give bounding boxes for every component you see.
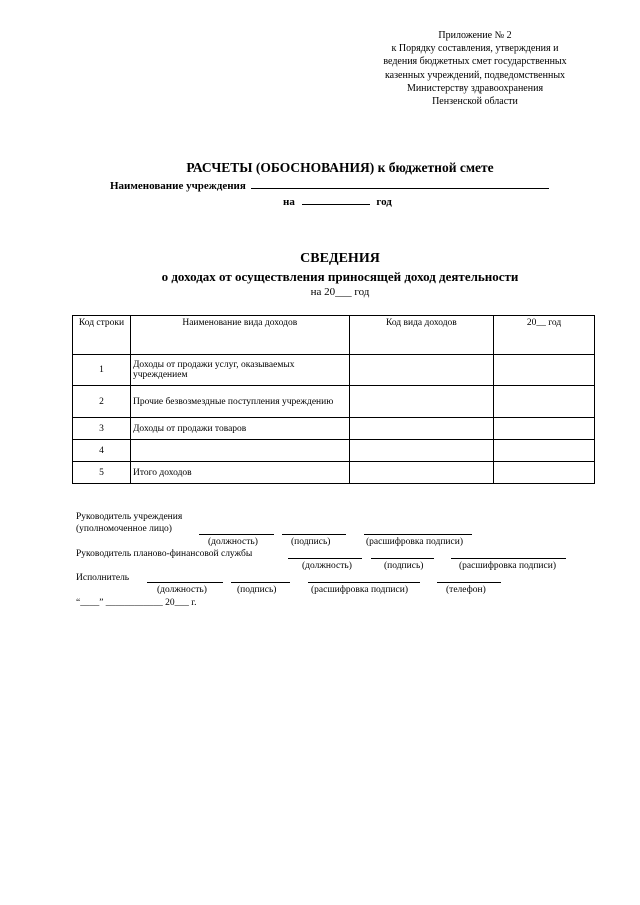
income-name-cell[interactable] bbox=[130, 440, 349, 462]
column-header-year: 20__ год bbox=[494, 316, 595, 355]
executor-signature-caption: (подпись) bbox=[237, 585, 277, 595]
executor-decoding-caption: (расшифровка подписи) bbox=[311, 585, 408, 595]
table-row bbox=[73, 440, 595, 462]
column-header-income-name: Наименование вида доходов bbox=[130, 316, 349, 355]
report-subtitle: о доходах от осуществления приносящей доход деятельности bbox=[161, 269, 519, 284]
income-name-cell: Прочие безвозмездные поступления учреждению bbox=[130, 386, 349, 418]
line-code-cell: 2 bbox=[73, 386, 131, 418]
year-value-cell[interactable] bbox=[494, 462, 595, 484]
executor-phone-caption: (телефон) bbox=[446, 585, 486, 595]
finance-signature-caption: (подпись) bbox=[384, 561, 424, 571]
appendix-note bbox=[355, 29, 595, 108]
income-code-cell[interactable] bbox=[349, 440, 494, 462]
signature-date-line[interactable]: “____” ____________ 20___ г. bbox=[76, 598, 197, 608]
head-decoding-blank[interactable] bbox=[364, 534, 472, 535]
report-year-line: на 20___ год bbox=[310, 286, 370, 298]
year-value-cell[interactable] bbox=[494, 355, 595, 386]
appendix-line: Пензенской области bbox=[432, 96, 518, 108]
income-code-cell[interactable] bbox=[349, 386, 494, 418]
table-row bbox=[73, 386, 595, 418]
income-code-cell[interactable] bbox=[349, 462, 494, 484]
head-position-blank[interactable] bbox=[199, 534, 274, 535]
executor-position-blank[interactable] bbox=[147, 582, 223, 583]
institution-label: Наименование учреждения bbox=[110, 180, 246, 192]
line-code-cell: 4 bbox=[73, 440, 131, 462]
date-line bbox=[283, 194, 392, 208]
finance-decoding-blank[interactable] bbox=[451, 558, 566, 559]
table-row bbox=[73, 355, 595, 386]
executor-title: Исполнитель bbox=[76, 573, 130, 583]
year-value-cell[interactable] bbox=[494, 418, 595, 440]
appendix-line: Приложение № 2 bbox=[438, 30, 512, 41]
head-title: Руководитель учреждения bbox=[76, 512, 183, 522]
head-position-caption: (должность) bbox=[208, 537, 258, 547]
column-header-line-code: Код строки bbox=[73, 316, 131, 355]
date-suffix: год bbox=[376, 196, 392, 208]
appendix-line: Министерству здравоохранения bbox=[406, 82, 544, 94]
year-value-cell[interactable] bbox=[494, 440, 595, 462]
executor-phone-blank[interactable] bbox=[437, 582, 501, 583]
executor-position-caption: (должность) bbox=[157, 585, 207, 595]
report-title: СВЕДЕНИЯ bbox=[300, 251, 380, 266]
income-name-cell: Итого доходов bbox=[130, 462, 349, 484]
executor-decoding-blank[interactable] bbox=[308, 582, 420, 583]
institution-blank[interactable] bbox=[251, 178, 549, 189]
appendix-line: к Порядку составления, утверждения и bbox=[391, 43, 559, 55]
finance-signature-blank[interactable] bbox=[371, 558, 434, 559]
finance-decoding-caption: (расшифровка подписи) bbox=[459, 561, 556, 571]
head-signature-caption: (подпись) bbox=[291, 537, 331, 547]
income-table bbox=[72, 315, 595, 484]
table-header-row bbox=[73, 316, 595, 355]
income-name-cell: Доходы от продажи товаров bbox=[130, 418, 349, 440]
date-blank[interactable] bbox=[302, 194, 370, 205]
calculations-title: РАСЧЕТЫ (ОБОСНОВАНИЯ) к бюджетной смете bbox=[186, 160, 494, 175]
income-name-cell: Доходы от продажи услуг, оказываемых учреждением bbox=[130, 355, 349, 386]
head-signature-blank[interactable] bbox=[282, 534, 346, 535]
finance-head-title: Руководитель планово-финансовой службы bbox=[76, 549, 253, 559]
appendix-line: ведения бюджетных смет государственных bbox=[383, 56, 567, 68]
line-code-cell: 1 bbox=[73, 355, 131, 386]
finance-position-blank[interactable] bbox=[288, 558, 362, 559]
table-row bbox=[73, 462, 595, 484]
income-code-cell[interactable] bbox=[349, 355, 494, 386]
finance-position-caption: (должность) bbox=[302, 561, 352, 571]
year-value-cell[interactable] bbox=[494, 386, 595, 418]
date-prefix: на bbox=[283, 196, 295, 208]
line-code-cell: 3 bbox=[73, 418, 131, 440]
line-code-cell: 5 bbox=[73, 462, 131, 484]
executor-signature-blank[interactable] bbox=[231, 582, 290, 583]
column-header-income-code: Код вида доходов bbox=[349, 316, 494, 355]
income-code-cell[interactable] bbox=[349, 418, 494, 440]
head-decoding-caption: (расшифровка подписи) bbox=[366, 537, 463, 547]
appendix-line: казенных учреждений, подведомственных bbox=[384, 69, 566, 81]
institution-line bbox=[110, 178, 549, 192]
table-row bbox=[73, 418, 595, 440]
head-subtitle: (уполномоченное лицо) bbox=[76, 524, 172, 534]
